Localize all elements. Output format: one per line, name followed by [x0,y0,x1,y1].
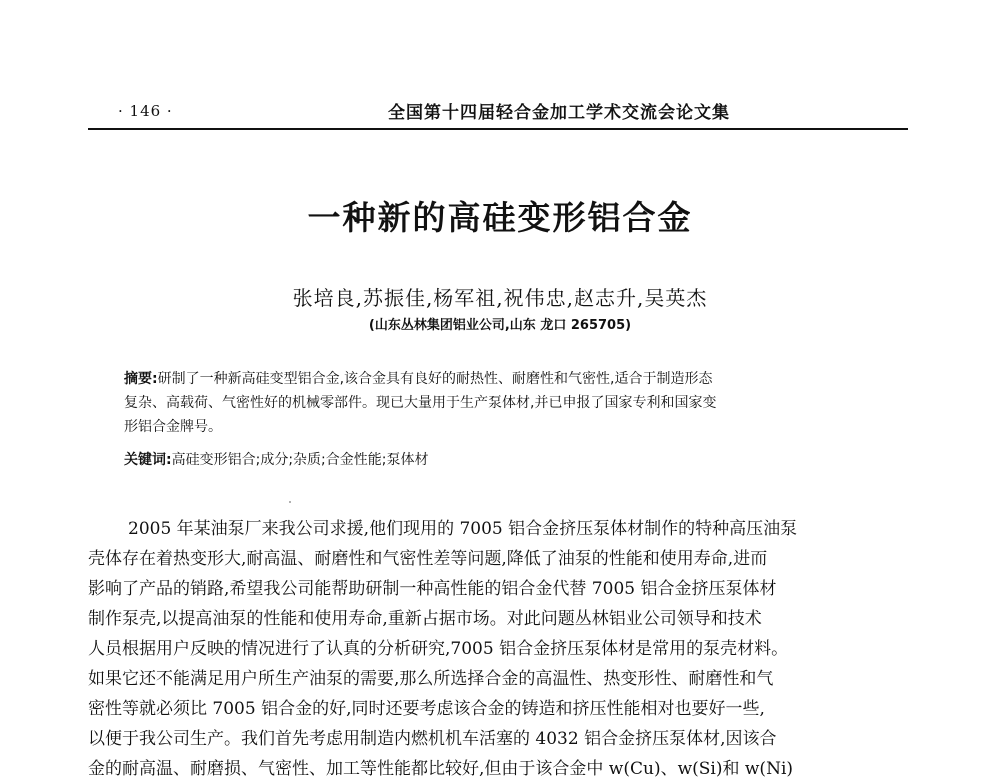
body-line: 2005 年某油泵厂来我公司求援,他们现用的 7005 铝合金挤压泵体材制作的特种高压油泵 [128,519,798,539]
abstract [124,367,884,439]
keywords-text: 高硅变形铝合;成分;杂质;合金性能;泵体材 [171,452,429,468]
abstract-line: 形铝合金牌号。 [124,419,222,435]
affiliation: (山东丛林集团铝业公司,山东 龙口 265705) [368,318,632,333]
paper-title: 一种新的高硅变形铝合金 [307,198,693,237]
abstract-label: 摘要: [124,371,158,387]
page-number: · 146 · [118,102,173,120]
keywords-label: 关键词: [124,452,172,468]
body-line: 壳体存在着热变形大,耐高温、耐磨性和气密性差等问题,降低了油泵的性能和使用寿命,进而 [88,549,768,569]
header-rule [88,128,908,130]
body-line: 影响了产品的销路,希望我公司能帮助研制一种高性能的铝合金代替 7005 铝合金挤压泵体材 [88,579,777,599]
body-line: 密性等就必须比 7005 铝合金的好,同时还要考虑该合金的铸造和挤压性能相对也要好一些, [88,699,765,719]
abstract-line: 复杂、高载荷、气密性好的机械零部件。现已大量用于生产泵体材,并已申报了国家专利和国家变 [124,395,717,411]
body-line: 以便于我公司生产。我们首先考虑用制造内燃机机车活塞的 4032 铝合金挤压泵体材,因该合 [88,729,777,749]
body-text [88,514,914,779]
journal-title: 全国第十四届轻合金加工学术交流会论文集 [388,103,730,123]
body-line: 人员根据用户反映的情况进行了认真的分析研究,7005 铝合金挤压泵体材是常用的泵壳材料。 [88,639,789,659]
abstract-text: 研制了一种新高硅变型铝合金,该合金具有良好的耐热性、耐磨性和气密性,适合于制造形态 [157,371,713,387]
abstract-line [124,367,884,391]
running-header [88,98,908,128]
author-list: 张培良,苏振佳,杨军祖,祝伟忠,赵志升,吴英杰 [292,286,708,310]
body-line: 金的耐高温、耐磨损、气密性、加工等性能都比较好,但由于该合金中 w(Cu)、w(Si)和 w(Ni) [88,759,794,779]
body-line: 制作泵壳,以提高油泵的性能和使用寿命,重新占据市场。对此问题丛林铝业公司领导和技术 [88,609,762,629]
keywords [124,448,884,472]
scan-speck [289,501,291,503]
body-line: 如果它还不能满足用户所生产油泵的需要,那么所选择合金的高温性、热变形性、耐磨性和气 [88,669,774,689]
